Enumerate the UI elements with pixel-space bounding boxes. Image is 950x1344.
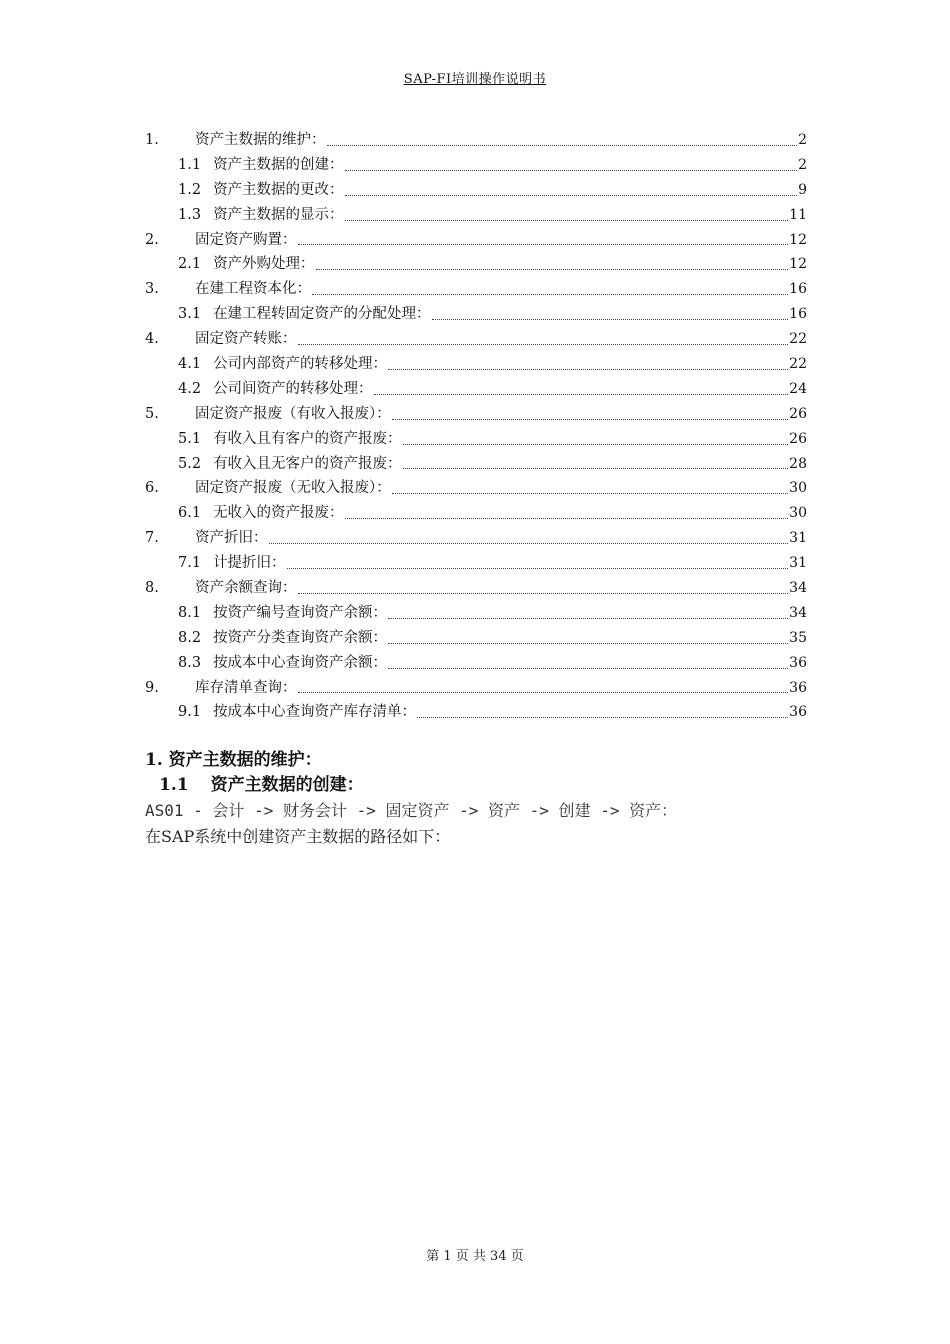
toc-entry-page: 31 [789,555,807,572]
toc-entry-number: 3. [145,281,159,298]
toc-entry-number: 9. [145,679,159,696]
toc-entry-page: 34 [789,604,807,621]
toc-dot-leader [269,526,789,551]
toc-entry-title: 公司内部资产的转移处理： [213,356,388,373]
toc-entry-title: 固定资产转账： [195,331,297,348]
toc-entry-page: 16 [789,306,807,323]
toc-entry-page: 30 [789,480,807,497]
toc-entry[interactable] [145,651,807,676]
toc-entry-page: 36 [789,654,807,671]
toc-dot-leader [392,476,788,501]
toc-entry-page: 36 [789,704,807,721]
toc-entry-title: 在建工程转固定资产的分配处理： [213,306,431,323]
toc-entry[interactable] [145,402,807,427]
toc-entry-title: 资产主数据的维护： [195,132,326,148]
toc-entry[interactable] [145,452,807,477]
page-header [0,68,950,87]
toc-entry-page: 30 [789,505,807,522]
toc-entry-title: 在建工程资本化： [195,281,311,298]
toc-entry-page: 2 [798,156,807,173]
toc-dot-leader [345,178,798,203]
toc-entry[interactable] [145,178,807,203]
toc-entry-page: 12 [789,256,807,273]
toc-entry-title: 库存清单查询： [195,679,297,696]
toc-entry-number: 2.1 [178,256,202,273]
toc-entry-title: 有收入且有客户的资产报废： [213,430,402,447]
toc-entry[interactable] [145,352,807,377]
toc-entry-page: 11 [789,206,807,223]
toc-entry[interactable] [145,700,807,725]
toc-dot-leader [374,377,789,402]
toc-entry-title: 资产主数据的创建： [213,156,344,173]
toc-entry-title: 公司间资产的转移处理： [213,380,373,397]
toc-entry-page: 2 [798,132,807,148]
toc-entry[interactable] [145,327,807,352]
toc-entry-page: 22 [789,331,807,348]
toc-entry[interactable] [145,128,807,153]
table-of-contents [145,128,807,725]
toc-dot-leader [345,153,798,178]
toc-dot-leader [298,327,789,352]
toc-entry[interactable] [145,551,807,576]
toc-dot-leader [432,302,789,327]
toc-dot-leader [388,352,788,377]
toc-entry-number: 9.1 [178,704,202,721]
toc-entry-page: 12 [789,231,807,248]
toc-entry[interactable] [145,277,807,302]
toc-entry[interactable] [145,576,807,601]
toc-entry-title: 资产折旧： [195,530,268,547]
toc-entry-number: 1. [145,132,159,148]
toc-entry[interactable] [145,476,807,501]
toc-dot-leader [312,277,788,302]
toc-entry-number: 1.1 [178,156,202,173]
document-body [145,748,825,850]
toc-dot-leader [287,551,789,576]
header-title: SAP-FI培训操作说明书 [403,72,547,87]
toc-entry[interactable] [145,252,807,277]
toc-entry-page: 28 [789,455,807,472]
subsection-heading [145,773,825,798]
toc-entry-number: 8.1 [178,604,202,621]
toc-entry[interactable] [145,526,807,551]
page-footer: 第 1 页 共 34 页 [426,1249,524,1264]
toc-entry-title: 按成本中心查询资产余额： [213,654,388,671]
toc-entry-page: 16 [789,281,807,298]
toc-entry-page: 26 [789,405,807,422]
toc-entry-number: 8.3 [178,654,202,671]
toc-entry-number: 2. [145,231,159,248]
toc-entry-page: 31 [789,530,807,547]
toc-entry-number: 5. [145,405,159,422]
path-description: 在SAP系统中创建资产主数据的路径如下： [145,827,451,846]
toc-entry-page: 36 [789,679,807,696]
toc-entry-title: 按资产分类查询资产余额： [213,629,388,646]
toc-entry-page: 26 [789,430,807,447]
toc-entry-page: 24 [789,380,807,397]
toc-dot-leader [403,452,789,477]
toc-entry-number: 8.2 [178,629,202,646]
toc-entry-number: 6.1 [178,505,202,522]
toc-entry-number: 4. [145,331,159,348]
toc-entry-number: 1.3 [178,206,202,223]
toc-dot-leader [345,203,789,228]
toc-entry-title: 资产外购处理： [213,256,315,273]
toc-entry-title: 按成本中心查询资产库存清单： [213,704,417,721]
toc-entry-number: 5.2 [178,455,202,472]
toc-entry-number: 3.1 [178,306,202,323]
toc-entry-title: 固定资产报废（有收入报废）： [195,405,391,422]
toc-dot-leader [298,576,789,601]
toc-entry-page: 34 [789,580,807,597]
toc-entry[interactable] [145,153,807,178]
toc-entry-page: 22 [789,356,807,373]
subsection-title: 资产主数据的创建： [210,775,364,795]
toc-dot-leader [298,228,789,253]
toc-entry[interactable] [145,501,807,526]
toc-dot-leader [316,252,789,277]
toc-entry-number: 4.2 [178,380,202,397]
toc-entry-number: 8. [145,580,159,597]
toc-entry-number: 1.2 [178,181,202,198]
menu-path: AS01 - 会计 -> 财务会计 -> 固定资产 -> 资产 -> 创建 -> 资产： [145,801,678,820]
toc-entry-title: 有收入且无客户的资产报废： [213,455,402,472]
toc-entry[interactable] [145,377,807,402]
toc-entry[interactable] [145,228,807,253]
toc-entry-title: 固定资产报废（无收入报废）： [195,480,391,497]
toc-entry-title: 资产主数据的显示： [213,206,344,223]
toc-entry-title: 资产余额查询： [195,580,297,597]
toc-entry[interactable] [145,626,807,651]
subsection-number: 1.1 [159,775,189,795]
toc-entry-number: 4.1 [178,356,202,373]
toc-entry-title: 无收入的资产报废： [213,505,344,522]
toc-dot-leader [388,601,788,626]
toc-dot-leader [403,427,789,452]
toc-entry[interactable] [145,302,807,327]
toc-entry[interactable] [145,676,807,701]
toc-entry-page: 9 [798,181,807,198]
toc-entry-title: 计提折旧： [213,555,286,572]
toc-entry-number: 7. [145,530,159,547]
section-heading: 1. 资产主数据的维护： [145,750,322,770]
toc-entry-title: 固定资产购置： [195,231,297,248]
toc-dot-leader [327,128,798,153]
toc-dot-leader [388,651,788,676]
toc-dot-leader [298,676,789,701]
toc-entry-number: 7.1 [178,555,202,572]
toc-dot-leader [392,402,788,427]
toc-entry-title: 资产主数据的更改： [213,181,344,198]
toc-dot-leader [417,700,788,725]
toc-dot-leader [345,501,789,526]
toc-entry-number: 6. [145,480,159,497]
toc-entry-number: 5.1 [178,430,202,447]
toc-entry-page: 35 [789,629,807,646]
toc-dot-leader [388,626,788,651]
toc-entry-title: 按资产编号查询资产余额： [213,604,388,621]
toc-entry[interactable] [145,203,807,228]
toc-entry[interactable] [145,427,807,452]
toc-entry[interactable] [145,601,807,626]
